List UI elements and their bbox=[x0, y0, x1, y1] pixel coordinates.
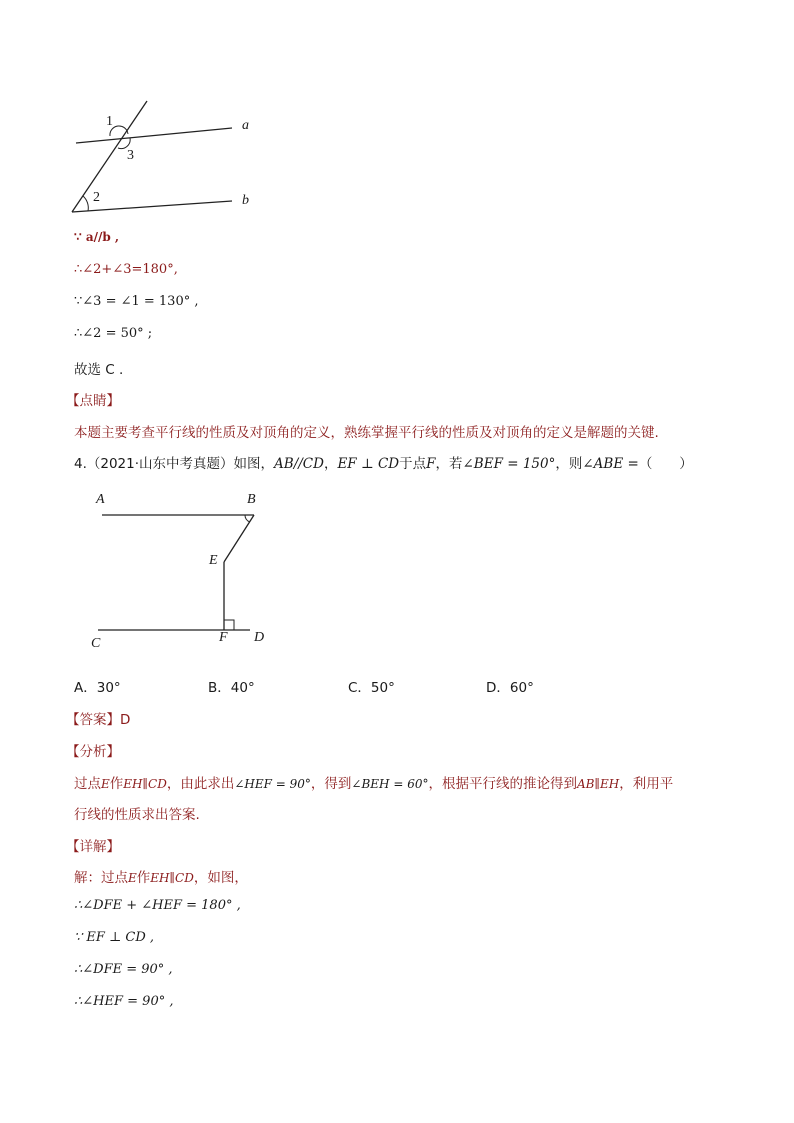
detail-line-4: ∴∠DFE = 90° , bbox=[74, 962, 173, 977]
answer-line bbox=[66, 708, 130, 728]
answer-value: D bbox=[120, 712, 131, 728]
analysis-line-2: 行线的性质求出答案. bbox=[74, 807, 200, 823]
figure1-label-b: b bbox=[242, 193, 249, 208]
q4-if: ，若 bbox=[435, 456, 463, 472]
analysis-point-e: E bbox=[101, 777, 110, 791]
detail-line-2: ∴∠DFE + ∠HEF = 180° , bbox=[74, 898, 241, 913]
question-4-stem bbox=[74, 452, 693, 472]
option-d[interactable]: D．60° bbox=[486, 680, 534, 696]
figure1-label-1: 1 bbox=[106, 114, 113, 129]
answer-heading: 【答案】 bbox=[66, 712, 120, 728]
figure1-label-2: 2 bbox=[93, 190, 100, 205]
detail-line-1 bbox=[74, 866, 248, 886]
figure2-label-b: B bbox=[247, 492, 256, 507]
question-4-prefix: 4.（2021·山东中考真题）如图， bbox=[74, 456, 275, 472]
figure2-label-f: F bbox=[219, 630, 228, 645]
solution-line-4: ∴∠2 = 50° ; bbox=[74, 326, 153, 341]
analysis-angle-hef: ∠HEF = 90° bbox=[234, 777, 311, 791]
analysis-eh-parallel-cd: EH∥CD bbox=[123, 777, 167, 791]
solution-line-3: ∵∠3 = ∠1 = 130° , bbox=[74, 294, 199, 309]
angle-2-arc bbox=[83, 196, 88, 211]
figure1-label-3: 3 bbox=[127, 148, 134, 163]
figure1-label-a: a bbox=[242, 118, 249, 133]
detail-line-5: ∴∠HEF = 90° , bbox=[74, 994, 174, 1009]
q4-point-f: F bbox=[426, 456, 436, 472]
dianjing-text: 本题主要考查平行线的性质及对顶角的定义，熟练掌握平行线的性质及对顶角的定义是解题的关键. bbox=[74, 425, 659, 441]
analysis-text: ，得到 bbox=[310, 776, 352, 792]
analysis-line-1 bbox=[74, 772, 673, 792]
q4-ab-parallel-cd: AB//CD bbox=[274, 456, 324, 472]
analysis-heading: 【分析】 bbox=[66, 744, 120, 760]
detail-line-3: ∵ EF ⊥ CD , bbox=[74, 930, 155, 945]
solution-line-1: ∵ a//b , bbox=[74, 230, 120, 244]
detail-eh-parallel-cd: EH∥CD bbox=[150, 871, 194, 885]
analysis-ab-parallel-eh: AB∥EH bbox=[576, 777, 620, 791]
detail-text: ，如图， bbox=[193, 870, 248, 886]
line-a bbox=[76, 128, 232, 143]
solution-line-5: 故选 C . bbox=[74, 362, 124, 378]
detail-text: 作 bbox=[136, 870, 151, 886]
q4-ef-perp-cd: EF ⊥ CD bbox=[337, 456, 400, 472]
dianjing-heading: 【点睛】 bbox=[66, 393, 120, 409]
q4-comma: ， bbox=[323, 456, 338, 472]
analysis-text: ，由此求出 bbox=[166, 776, 235, 792]
detail-heading: 【详解】 bbox=[66, 839, 120, 855]
analysis-text: ，利用平 bbox=[619, 776, 674, 792]
detail-text: 解：过点 bbox=[74, 870, 128, 886]
option-c[interactable]: C．50° bbox=[348, 680, 395, 696]
detail-point-e: E bbox=[128, 871, 137, 885]
option-b[interactable]: B．40° bbox=[208, 680, 255, 696]
figure2-label-d: D bbox=[254, 630, 265, 645]
option-a[interactable]: A．30° bbox=[74, 680, 121, 696]
q4-angle-bef: ∠BEF = 150° bbox=[462, 456, 556, 472]
figure2-label-e: E bbox=[209, 553, 218, 568]
q4-then: ，则 bbox=[555, 456, 583, 472]
q4-blank: （ ） bbox=[638, 456, 693, 472]
analysis-text: ，根据平行线的推论得到 bbox=[428, 776, 577, 792]
analysis-angle-beh: ∠BEH = 60° bbox=[351, 777, 429, 791]
analysis-text: 作 bbox=[109, 776, 124, 792]
figure2-label-a: A bbox=[96, 492, 105, 507]
figure2-label-c: C bbox=[91, 636, 101, 651]
solution-line-2: ∴∠2+∠3=180°, bbox=[74, 262, 178, 277]
q4-at-point: 于点 bbox=[399, 456, 427, 472]
analysis-text: 过点 bbox=[74, 776, 101, 792]
angle-3-arc bbox=[118, 138, 130, 149]
q4-angle-abe: ∠ABE = bbox=[582, 456, 639, 472]
